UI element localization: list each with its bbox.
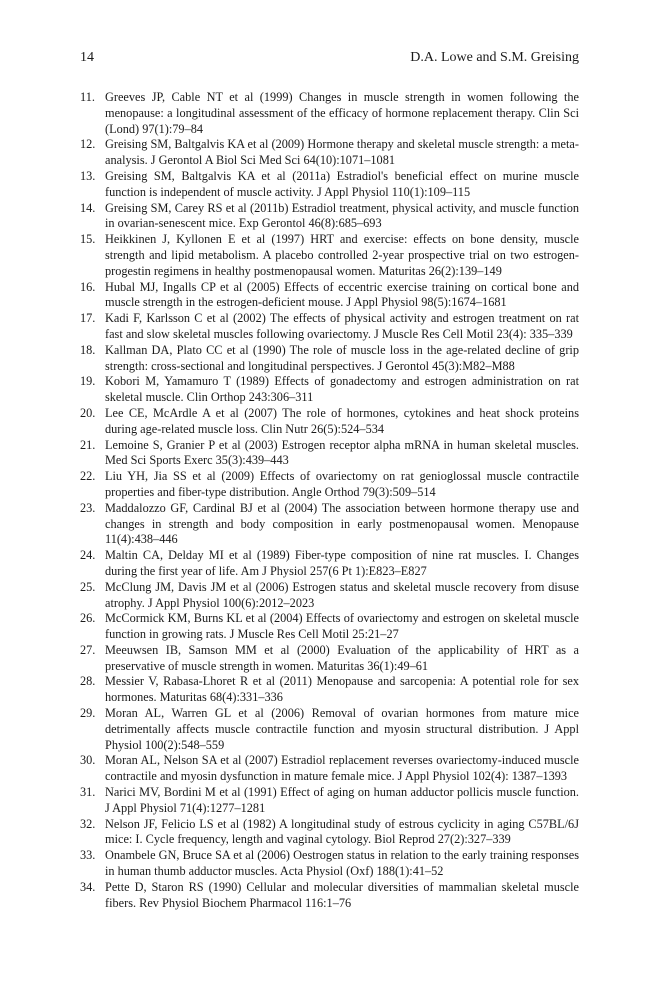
running-head: D.A. Lowe and S.M. Greising bbox=[410, 50, 579, 65]
reference-number: 25. bbox=[80, 579, 96, 594]
reference-item bbox=[80, 880, 579, 912]
reference-item bbox=[80, 817, 579, 849]
reference-number: 28. bbox=[80, 674, 96, 689]
reference-item bbox=[80, 232, 579, 279]
reference-text: Hubal MJ, Ingalls CP et al (2005) Effects of eccentric exercise training on cortical bone and muscle strength in the estrogen-deficient mouse. J Appl Physiol 98(5):1674–1681 bbox=[105, 279, 579, 310]
reference-number: 13. bbox=[80, 168, 96, 183]
reference-text: Pette D, Staron RS (1990) Cellular and molecular diversities of mammalian skeletal muscle fibers. Rev Physiol Biochem Pharmacol 116:1–76 bbox=[105, 879, 579, 910]
reference-number: 11. bbox=[80, 90, 95, 104]
reference-item bbox=[80, 406, 579, 438]
reference-text: Maltin CA, Delday MI et al (1989) Fiber-type composition of nine rat muscles. I. Changes during the first year of life. Am J Physiol 257(6 Pt 1):E823–E827 bbox=[105, 548, 579, 578]
reference-text: Liu YH, Jia SS et al (2009) Effects of ovariectomy on rat genioglossal muscle contractile properties and fiber-type distribution. Angle Orthod 79(3):509–514 bbox=[105, 469, 579, 499]
reference-number: 33. bbox=[80, 848, 96, 863]
reference-item bbox=[80, 469, 579, 501]
reference-text: Lee CE, McArdle A et al (2007) The role of hormones, cytokines and heat shock proteins during age-related muscle loss. Clin Nutr 26(5):524–534 bbox=[105, 405, 579, 436]
reference-item bbox=[80, 343, 579, 375]
reference-text: Moran AL, Nelson SA et al (2007) Estradiol replacement reverses ovariectomy-induced muscle contractile and myosin dysfunction in mature female mice. J Appl Physiol 102(4): 1387–1393 bbox=[105, 753, 579, 784]
reference-number: 23. bbox=[80, 500, 96, 515]
reference-item bbox=[80, 548, 579, 580]
reference-text: Heikkinen J, Kyllonen E et al (1997) HRT and exercise: effects on bone density, muscle strength and lipid metabolism. A placebo controlled 2-year prospective trial on two estrogen-progestin regimens in healthy postmenopausal women. Maturitas 26(2):139–149 bbox=[105, 232, 579, 278]
reference-item bbox=[80, 674, 579, 706]
reference-text: Kadi F, Karlsson C et al (2002) The effects of physical activity and estrogen treatment on rat fast and slow skeletal muscles following ovariectomy. J Muscle Res Cell Motil 23(4): 335–339 bbox=[105, 311, 579, 341]
reference-number: 22. bbox=[80, 469, 96, 484]
reference-text: Onambele GN, Bruce SA et al (2006) Oestrogen status in relation to the early training responses in human thumb adductor muscles. Acta Physiol (Oxf) 188(1):41–52 bbox=[105, 848, 579, 879]
reference-item bbox=[80, 280, 579, 312]
reference-item bbox=[80, 611, 579, 643]
reference-item bbox=[80, 169, 579, 201]
reference-text: Greising SM, Carey RS et al (2011b) Estradiol treatment, physical activity, and muscle function in ovarian-senescent mice. Exp Gerontol 46(8):685–693 bbox=[105, 200, 579, 231]
reference-text: Greising SM, Baltgalvis KA et al (2009) Hormone therapy and skeletal muscle strength: a meta-analysis. J Gerontol A Biol Sci Med Sci 64(10):1071–1081 bbox=[105, 137, 579, 168]
reference-number: 16. bbox=[80, 279, 96, 294]
reference-number: 29. bbox=[80, 706, 96, 721]
reference-number: 24. bbox=[80, 548, 96, 563]
reference-number: 14. bbox=[80, 200, 96, 215]
reference-number: 31. bbox=[80, 785, 96, 800]
reference-text: Moran AL, Warren GL et al (2006) Removal of ovarian hormones from mature mice detrimentally affects muscle contractile function and myosin structural distribution. J Appl Physiol 100(2):548–559 bbox=[105, 706, 579, 752]
reference-number: 17. bbox=[80, 311, 96, 326]
reference-item bbox=[80, 501, 579, 548]
reference-item bbox=[80, 848, 579, 880]
reference-item bbox=[80, 374, 579, 406]
reference-item bbox=[80, 201, 579, 233]
reference-number: 26. bbox=[80, 611, 96, 626]
reference-number: 15. bbox=[80, 232, 96, 247]
reference-number: 18. bbox=[80, 342, 96, 357]
page-number: 14 bbox=[80, 50, 94, 65]
reference-item bbox=[80, 90, 579, 137]
reference-text: Kobori M, Yamamuro T (1989) Effects of gonadectomy and estrogen administration on rat skeletal muscle. Clin Orthop 243:306–311 bbox=[105, 374, 579, 405]
reference-text: McClung JM, Davis JM et al (2006) Estrogen status and skeletal muscle recovery from disuse atrophy. J Appl Physiol 100(6):2012–2023 bbox=[105, 579, 579, 610]
reference-text: Lemoine S, Granier P et al (2003) Estrogen receptor alpha mRNA in human skeletal muscles. Med Sci Sports Exerc 35(3):439–443 bbox=[105, 437, 579, 468]
reference-number: 21. bbox=[80, 437, 96, 452]
reference-item bbox=[80, 580, 579, 612]
reference-item bbox=[80, 643, 579, 675]
reference-number: 19. bbox=[80, 374, 96, 389]
reference-text: Narici MV, Bordini M et al (1991) Effect of aging on human adductor pollicis muscle function. J Appl Physiol 71(4):1277–1281 bbox=[105, 785, 579, 815]
reference-number: 27. bbox=[80, 642, 96, 657]
reference-text: Meeuwsen IB, Samson MM et al (2000) Evaluation of the applicability of HRT as a preservative of muscle strength in women. Maturitas 36(1):49–61 bbox=[105, 642, 579, 673]
reference-number: 12. bbox=[80, 137, 96, 152]
reference-text: Kallman DA, Plato CC et al (1990) The role of muscle loss in the age-related decline of grip strength: cross-sectional and longitudinal perspectives. J Gerontol 45(3):M82–M88 bbox=[105, 342, 579, 373]
reference-item bbox=[80, 137, 579, 169]
reference-text: Nelson JF, Felicio LS et al (1982) A longitudinal study of estrous cyclicity in aging C57BL/6J mice: I. Cycle frequency, length and vaginal cytology. Biol Reprod 27(2):327–339 bbox=[105, 816, 579, 847]
reference-text: Greeves JP, Cable NT et al (1999) Changes in muscle strength in women following the menopause: a longitudinal assessment of the efficacy of hormone replacement therapy. Clin Sci (Lond) 97(1):79–84 bbox=[105, 90, 579, 136]
reference-text: Messier V, Rabasa-Lhoret R et al (2011) Menopause and sarcopenia: A potential role for sex hormones. Maturitas 68(4):331–336 bbox=[105, 674, 579, 705]
reference-item bbox=[80, 311, 579, 343]
reference-text: McCormick KM, Burns KL et al (2004) Effects of ovariectomy and estrogen on skeletal muscle function in growing rats. J Muscle Res Cell Motil 25:21–27 bbox=[105, 611, 579, 642]
reference-number: 30. bbox=[80, 753, 96, 768]
reference-text: Greising SM, Baltgalvis KA et al (2011a) Estradiol's beneficial effect on murine muscle function is independent of muscle activity. J Appl Physiol 110(1):109–115 bbox=[105, 168, 579, 199]
reference-number: 20. bbox=[80, 405, 96, 420]
page-header bbox=[80, 50, 579, 70]
reference-number: 32. bbox=[80, 816, 96, 831]
reference-number: 34. bbox=[80, 879, 96, 894]
reference-list bbox=[80, 90, 579, 911]
reference-text: Maddalozzo GF, Cardinal BJ et al (2004) The association between hormone therapy use and changes in strength and body composition in early postmenopausal women. Menopause 11(4):438–446 bbox=[105, 500, 579, 547]
reference-item bbox=[80, 706, 579, 753]
reference-item bbox=[80, 753, 579, 785]
reference-item bbox=[80, 438, 579, 470]
reference-item bbox=[80, 785, 579, 817]
